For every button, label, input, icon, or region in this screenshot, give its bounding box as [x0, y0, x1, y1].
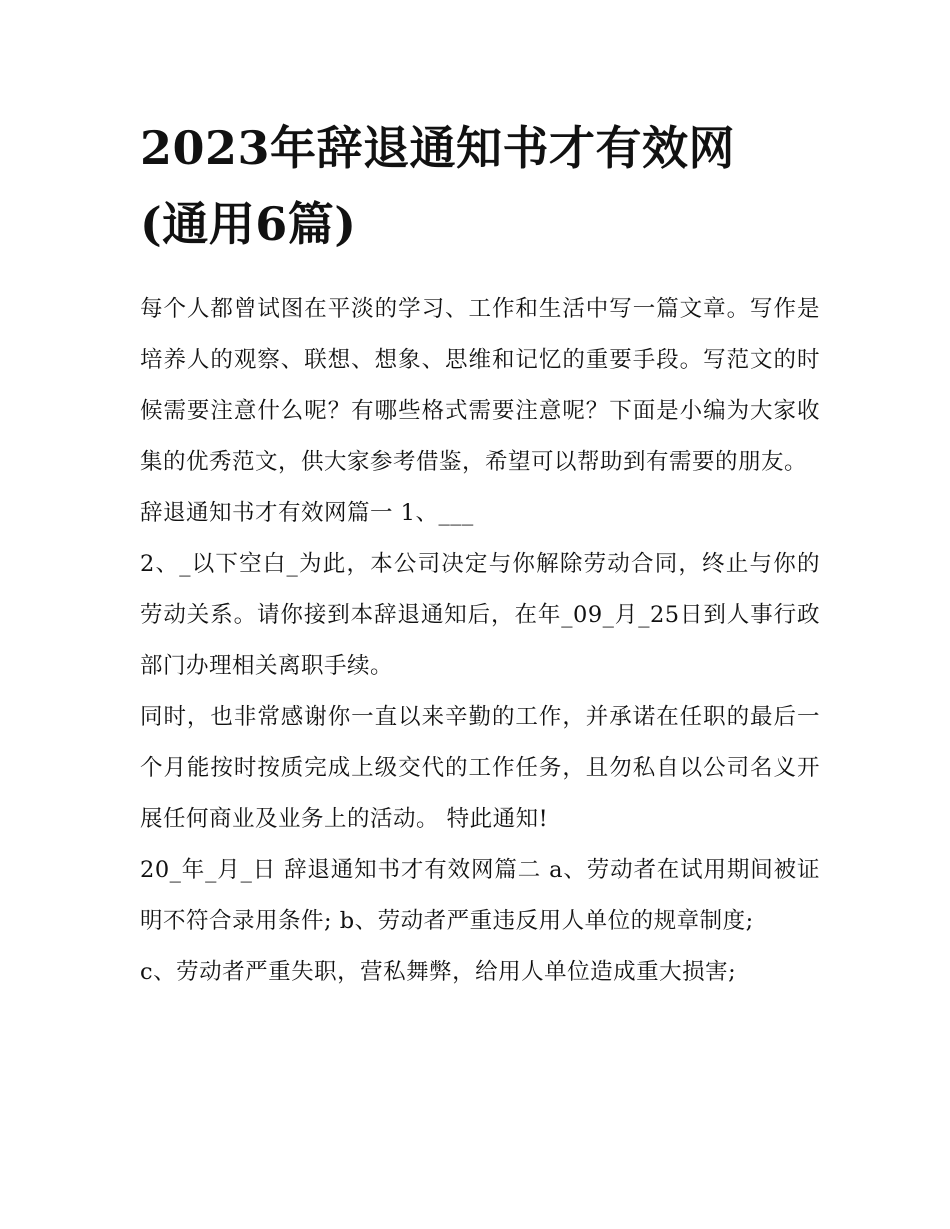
document-body: [140, 284, 820, 998]
clause-c-paragraph: c、劳动者严重失职，营私舞弊，给用人单位造成重大损害;: [140, 959, 737, 985]
title-line-2: (通用6篇): [140, 197, 357, 251]
section-one-heading: 辞退通知书才有效网篇一 1、___: [140, 500, 474, 526]
document-title: [140, 110, 820, 262]
section-two-paragraph: 20_年_月_日 辞退通知书才有效网篇二 a、劳动者在试用期间被证明不符合录用条件; b、劳动者严重违反用人单位的规章制度;: [140, 857, 820, 934]
title-line-1: 2023年辞退通知书才有效网: [140, 121, 736, 175]
document-page: [140, 110, 820, 998]
intro-paragraph: 每个人都曾试图在平淡的学习、工作和生活中写一篇文章。写作是培养人的观察、联想、想象、思维和记忆的重要手段。写范文的时候需要注意什么呢？有哪些格式需要注意呢？下面是小编为大家收集的优秀范文，供大家参考借鉴，希望可以帮助到有需要的朋友。: [140, 296, 820, 475]
dismissal-paragraph: 2、_以下空白_为此，本公司决定与你解除劳动合同，终止与你的劳动关系。请你接到本辞退通知后，在年_09_月_25日到人事行政部门办理相关离职手续。: [140, 551, 820, 679]
thanks-paragraph: 同时，也非常感谢你一直以来辛勤的工作，并承诺在任职的最后一个月能按时按质完成上级交代的工作任务，且勿私自以公司名义开展任何商业及业务上的活动。 特此通知!: [140, 704, 820, 832]
